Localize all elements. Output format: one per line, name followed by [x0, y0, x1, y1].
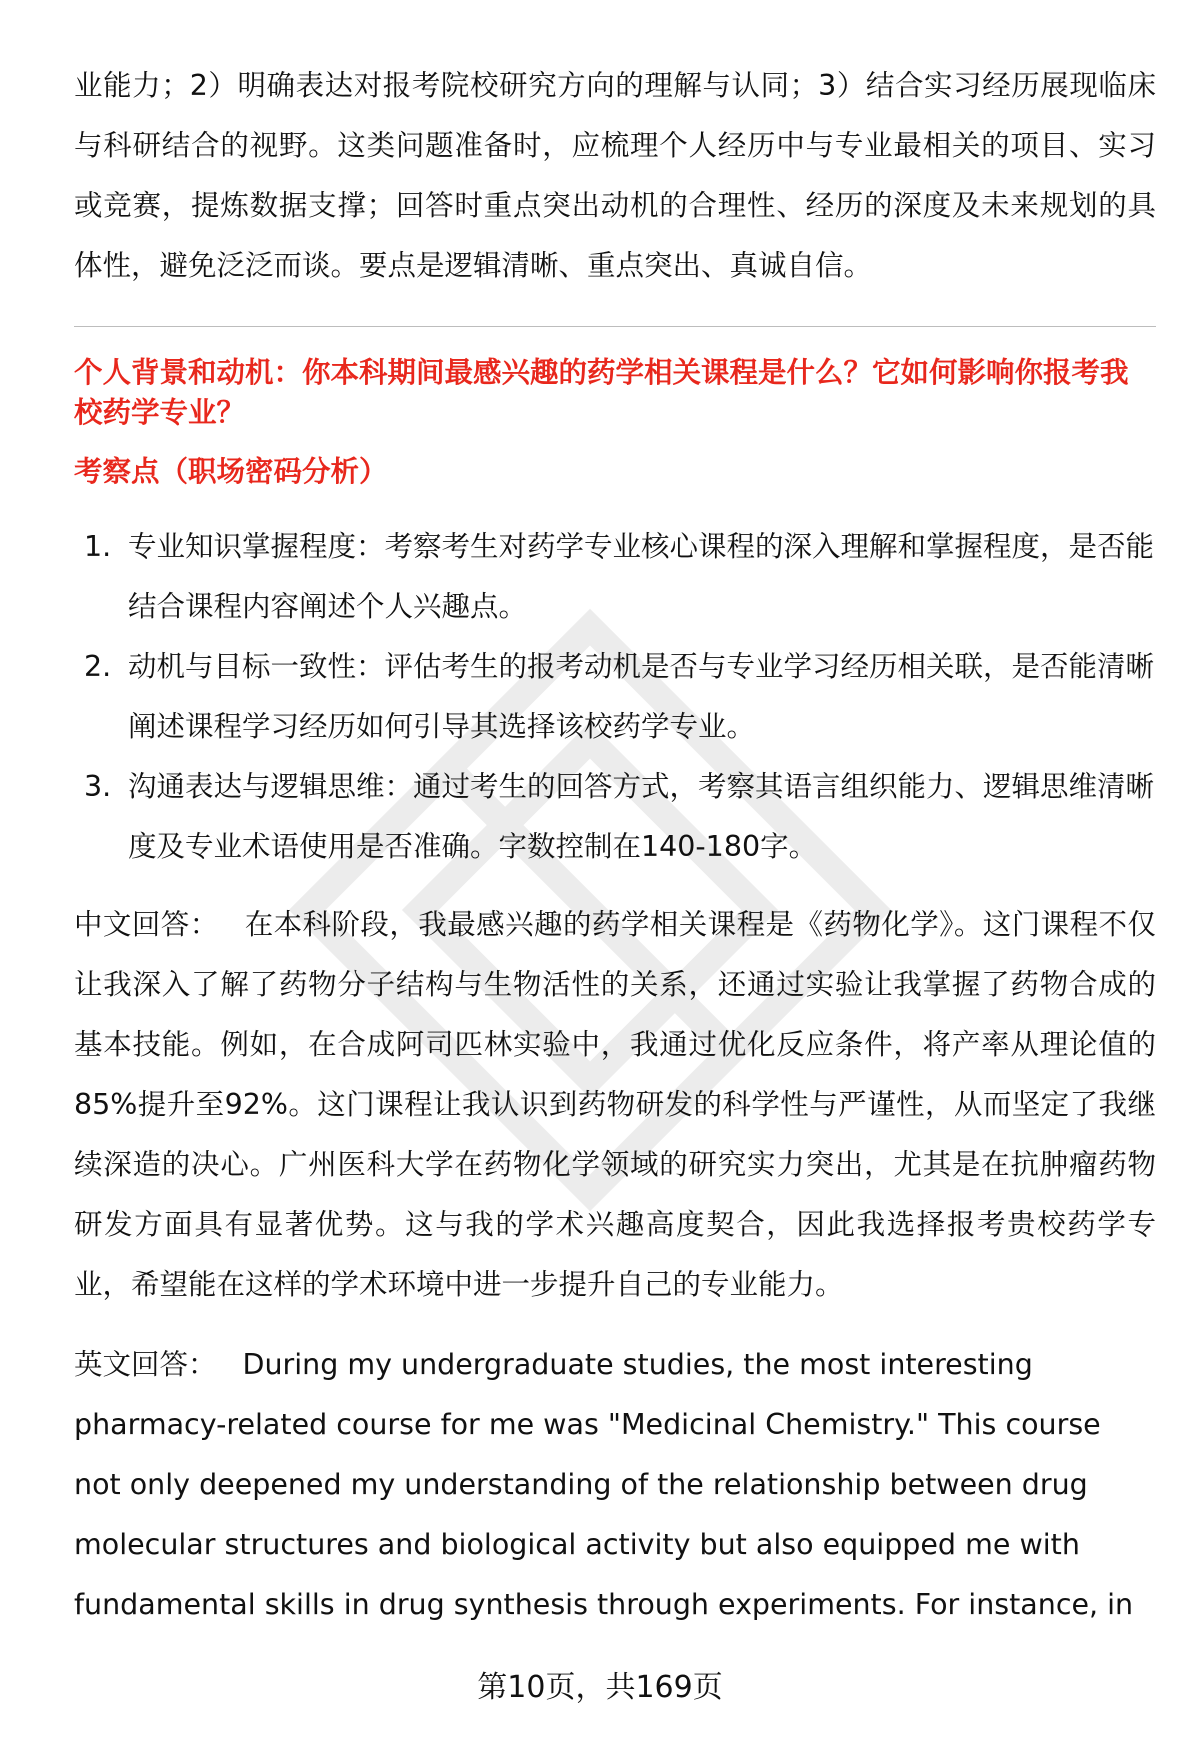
- english-answer: [74, 1335, 1156, 1635]
- english-answer-label: 英文回答：: [74, 1348, 217, 1381]
- assessment-points-list: [74, 517, 1156, 877]
- page-footer: 第10页，共169页: [477, 1670, 723, 1705]
- point-number: 2.: [84, 650, 112, 683]
- chinese-answer-label: 中文回答：: [74, 908, 219, 941]
- question-title: 个人背景和动机：你本科期间最感兴趣的药学相关课程是什么？它如何影响你报考我校药学专业？: [74, 356, 1129, 429]
- point-text: 沟通表达与逻辑思维：通过考生的回答方式，考察其语言组织能力、逻辑思维清晰度及专业术语使用是否准确。字数控制在140-180字。: [128, 770, 1155, 863]
- point-number: 3.: [84, 770, 112, 803]
- point-text: 动机与目标一致性：评估考生的报考动机是否与专业学习经历相关联，是否能清晰阐述课程学习经历如何引导其选择该校药学专业。: [128, 650, 1155, 743]
- point-number: 1.: [84, 530, 112, 563]
- assessment-point: [74, 517, 1156, 637]
- point-text: 专业知识掌握程度：考察考生对药学专业核心课程的深入理解和掌握程度，是否能结合课程内容阐述个人兴趣点。: [128, 530, 1155, 623]
- assessment-point: [74, 757, 1156, 877]
- document-page: [74, 56, 1156, 1655]
- intro-paragraph: 业能力；2）明确表达对报考院校研究方向的理解与认同；3）结合实习经历展现临床与科研结合的视野。这类问题准备时，应梳理个人经历中与专业最相关的项目、实习或竞赛，提炼数据支撑；回答时重点突出动机的合理性、经历的深度及未来规划的具体性，避免泛泛而谈。要点是逻辑清晰、重点突出、真诚自信。: [74, 69, 1156, 282]
- assessment-heading: 考察点（职场密码分析）: [74, 455, 388, 488]
- chinese-answer-text: 在本科阶段，我最感兴趣的药学相关课程是《药物化学》。这门课程不仅让我深入了解了药物分子结构与生物活性的关系，还通过实验让我掌握了药物合成的基本技能。例如，在合成阿司匹林实验中，我通过优化反应条件，将产率从理论值的85%提升至92%。这门课程让我认识到药物研发的科学性与严谨性，从而坚定了我继续深造的决心。广州医科大学在药物化学领域的研究实力突出，尤其是在抗肿瘤药物研发方面具有显著优势。这与我的学术兴趣高度契合，因此我选择报考贵校药学专业，希望能在这样的学术环境中进一步提升自己的专业能力。: [74, 908, 1156, 1301]
- english-answer-text: During my undergraduate studies, the most interesting pharmacy-related course for me was "Medicinal Chemistry." This course not only deepened my understanding of the relationship between drug molecular structures and biological activity but also equipped me with fundamental skills in drug synthesis through experiments. For instance, in: [74, 1348, 1134, 1621]
- chinese-answer: [74, 895, 1156, 1315]
- section-divider: [74, 326, 1156, 327]
- assessment-point: [74, 637, 1156, 757]
